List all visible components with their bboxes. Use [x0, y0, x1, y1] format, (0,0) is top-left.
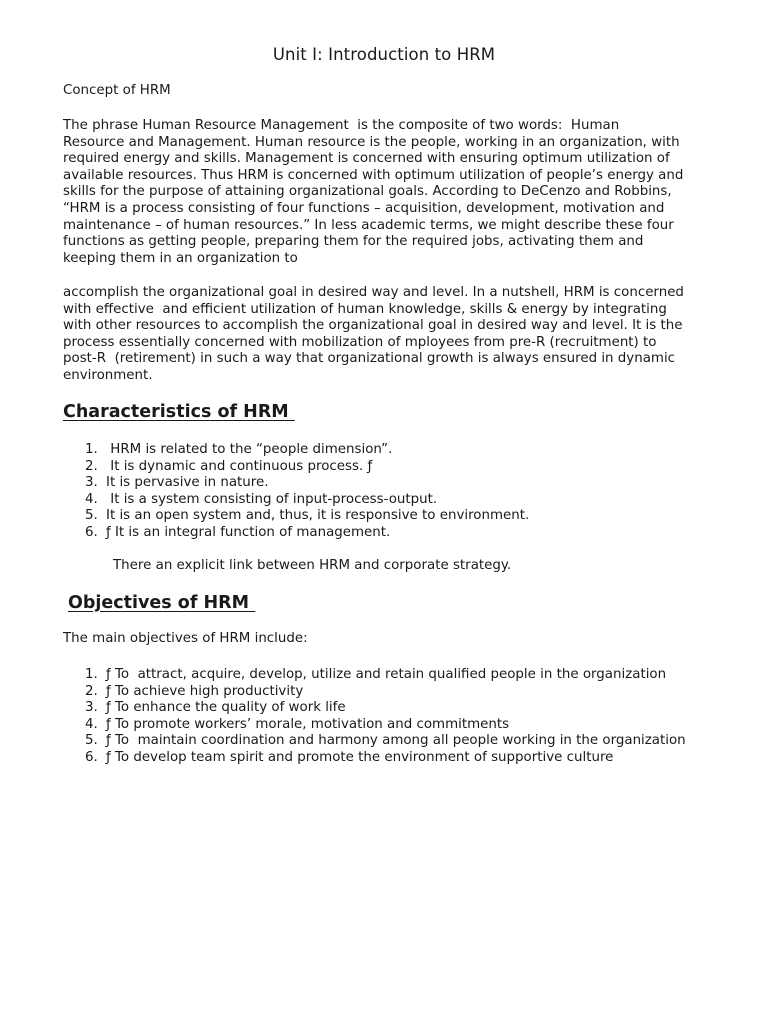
paragraph-line: maintenance – of human resources.” In less academic terms, we might describe these four — [63, 217, 674, 233]
list-item-text: ƒ To attract, acquire, develop, utilize and retain qualified people in the organization — [106, 667, 667, 682]
list-item-text: It is an open system and, thus, it is responsive to environment. — [106, 508, 530, 524]
characteristic-item — [63, 525, 529, 542]
characteristic-item — [63, 475, 529, 492]
list-item-text: It is a system consisting of input-process-output. — [106, 491, 438, 507]
list-item-number: 1. — [85, 667, 98, 682]
section-heading-characteristics: Characteristics of HRM — [63, 402, 295, 422]
list-item-text: ƒ To achieve high productivity — [106, 683, 304, 699]
paragraph-concept — [63, 118, 713, 267]
objective-item — [63, 667, 686, 684]
list-item-number: 1. — [85, 442, 98, 457]
paragraph-line: environment. — [63, 367, 153, 383]
list-item-number: 6. — [85, 749, 98, 765]
list-item-number: 3. — [85, 700, 98, 716]
list-item-text: ƒ To maintain coordination and harmony among all people working in the organization — [106, 733, 686, 749]
list-item-number: 3. — [85, 475, 98, 491]
list-item-text: ƒ To develop team spirit and promote the environment of supportive culture — [106, 749, 614, 765]
list-item-number: 2. — [85, 683, 98, 699]
page-title: Unit I: Introduction to HRM — [272, 45, 496, 64]
list-item-number: 4. — [85, 716, 98, 732]
list-item-number: 2. — [85, 458, 98, 474]
objectives-intro: The main objectives of HRM include: — [63, 631, 308, 646]
list-item-text: ƒ It is an integral function of management. — [106, 524, 391, 540]
strategy-note: There an explicit link between HRM and corporate strategy. — [113, 558, 512, 573]
list-item-number: 4. — [85, 491, 98, 507]
characteristic-item — [63, 508, 529, 525]
objective-item — [63, 733, 686, 750]
paragraph-line: skills for the purpose of attaining organizational goals. According to DeCenzo and Robbins, — [63, 184, 672, 200]
list-item-number: 5. — [85, 733, 98, 749]
list-item-text: It is dynamic and continuous process. ƒ — [106, 458, 373, 474]
paragraph-line: with effective and efficient utilization of human knowledge, skills & energy by integrating — [63, 301, 667, 317]
concept-heading: Concept of HRM — [63, 83, 171, 98]
list-item-text: It is pervasive in nature. — [106, 475, 269, 491]
paragraph-nutshell — [63, 285, 713, 385]
list-item-text: ƒ To enhance the quality of work life — [106, 700, 346, 716]
paragraph-line: accomplish the organizational goal in desired way and level. In a nutshell, HRM is concerned — [63, 285, 684, 300]
objective-item — [63, 700, 686, 717]
paragraph-line: available resources. Thus HRM is concerned with optimum utilization of people’s energy and — [63, 167, 684, 183]
characteristic-item — [63, 459, 529, 476]
paragraph-line: post-R (retirement) in such a way that organizational growth is always ensured in dynamic — [63, 351, 676, 367]
paragraph-line: required energy and skills. Management is concerned with ensuring optimum utilization of — [63, 151, 670, 167]
list-item-text: HRM is related to the “people dimension”. — [106, 442, 393, 457]
paragraph-line: functions as getting people, preparing them for the required jobs, activating them and — [63, 234, 644, 250]
characteristics-list — [63, 442, 529, 542]
paragraph-line: The phrase Human Resource Management is the composite of two words: Human — [63, 118, 620, 133]
characteristic-item — [63, 492, 529, 509]
paragraph-line: Resource and Management. Human resource is the people, working in an organization, with — [63, 134, 680, 150]
paragraph-line: with other resources to accomplish the organizational goal in desired way and level. It is the — [63, 318, 683, 334]
paragraph-line: process essentially concerned with mobilization of mployees from pre-R (recruitment) to — [63, 334, 657, 350]
list-item-number: 5. — [85, 508, 98, 524]
characteristic-item — [63, 442, 529, 459]
objective-item — [63, 684, 686, 701]
paragraph-line: keeping them in an organization to — [63, 250, 298, 266]
section-heading-objectives: Objectives of HRM — [68, 593, 256, 613]
paragraph-line: “HRM is a process consisting of four functions – acquisition, development, motivation and — [63, 200, 665, 216]
list-item-text: ƒ To promote workers’ morale, motivation and commitments — [106, 716, 510, 732]
objectives-list — [63, 667, 686, 767]
objective-item — [63, 717, 686, 734]
objective-item — [63, 750, 686, 767]
list-item-number: 6. — [85, 524, 98, 540]
